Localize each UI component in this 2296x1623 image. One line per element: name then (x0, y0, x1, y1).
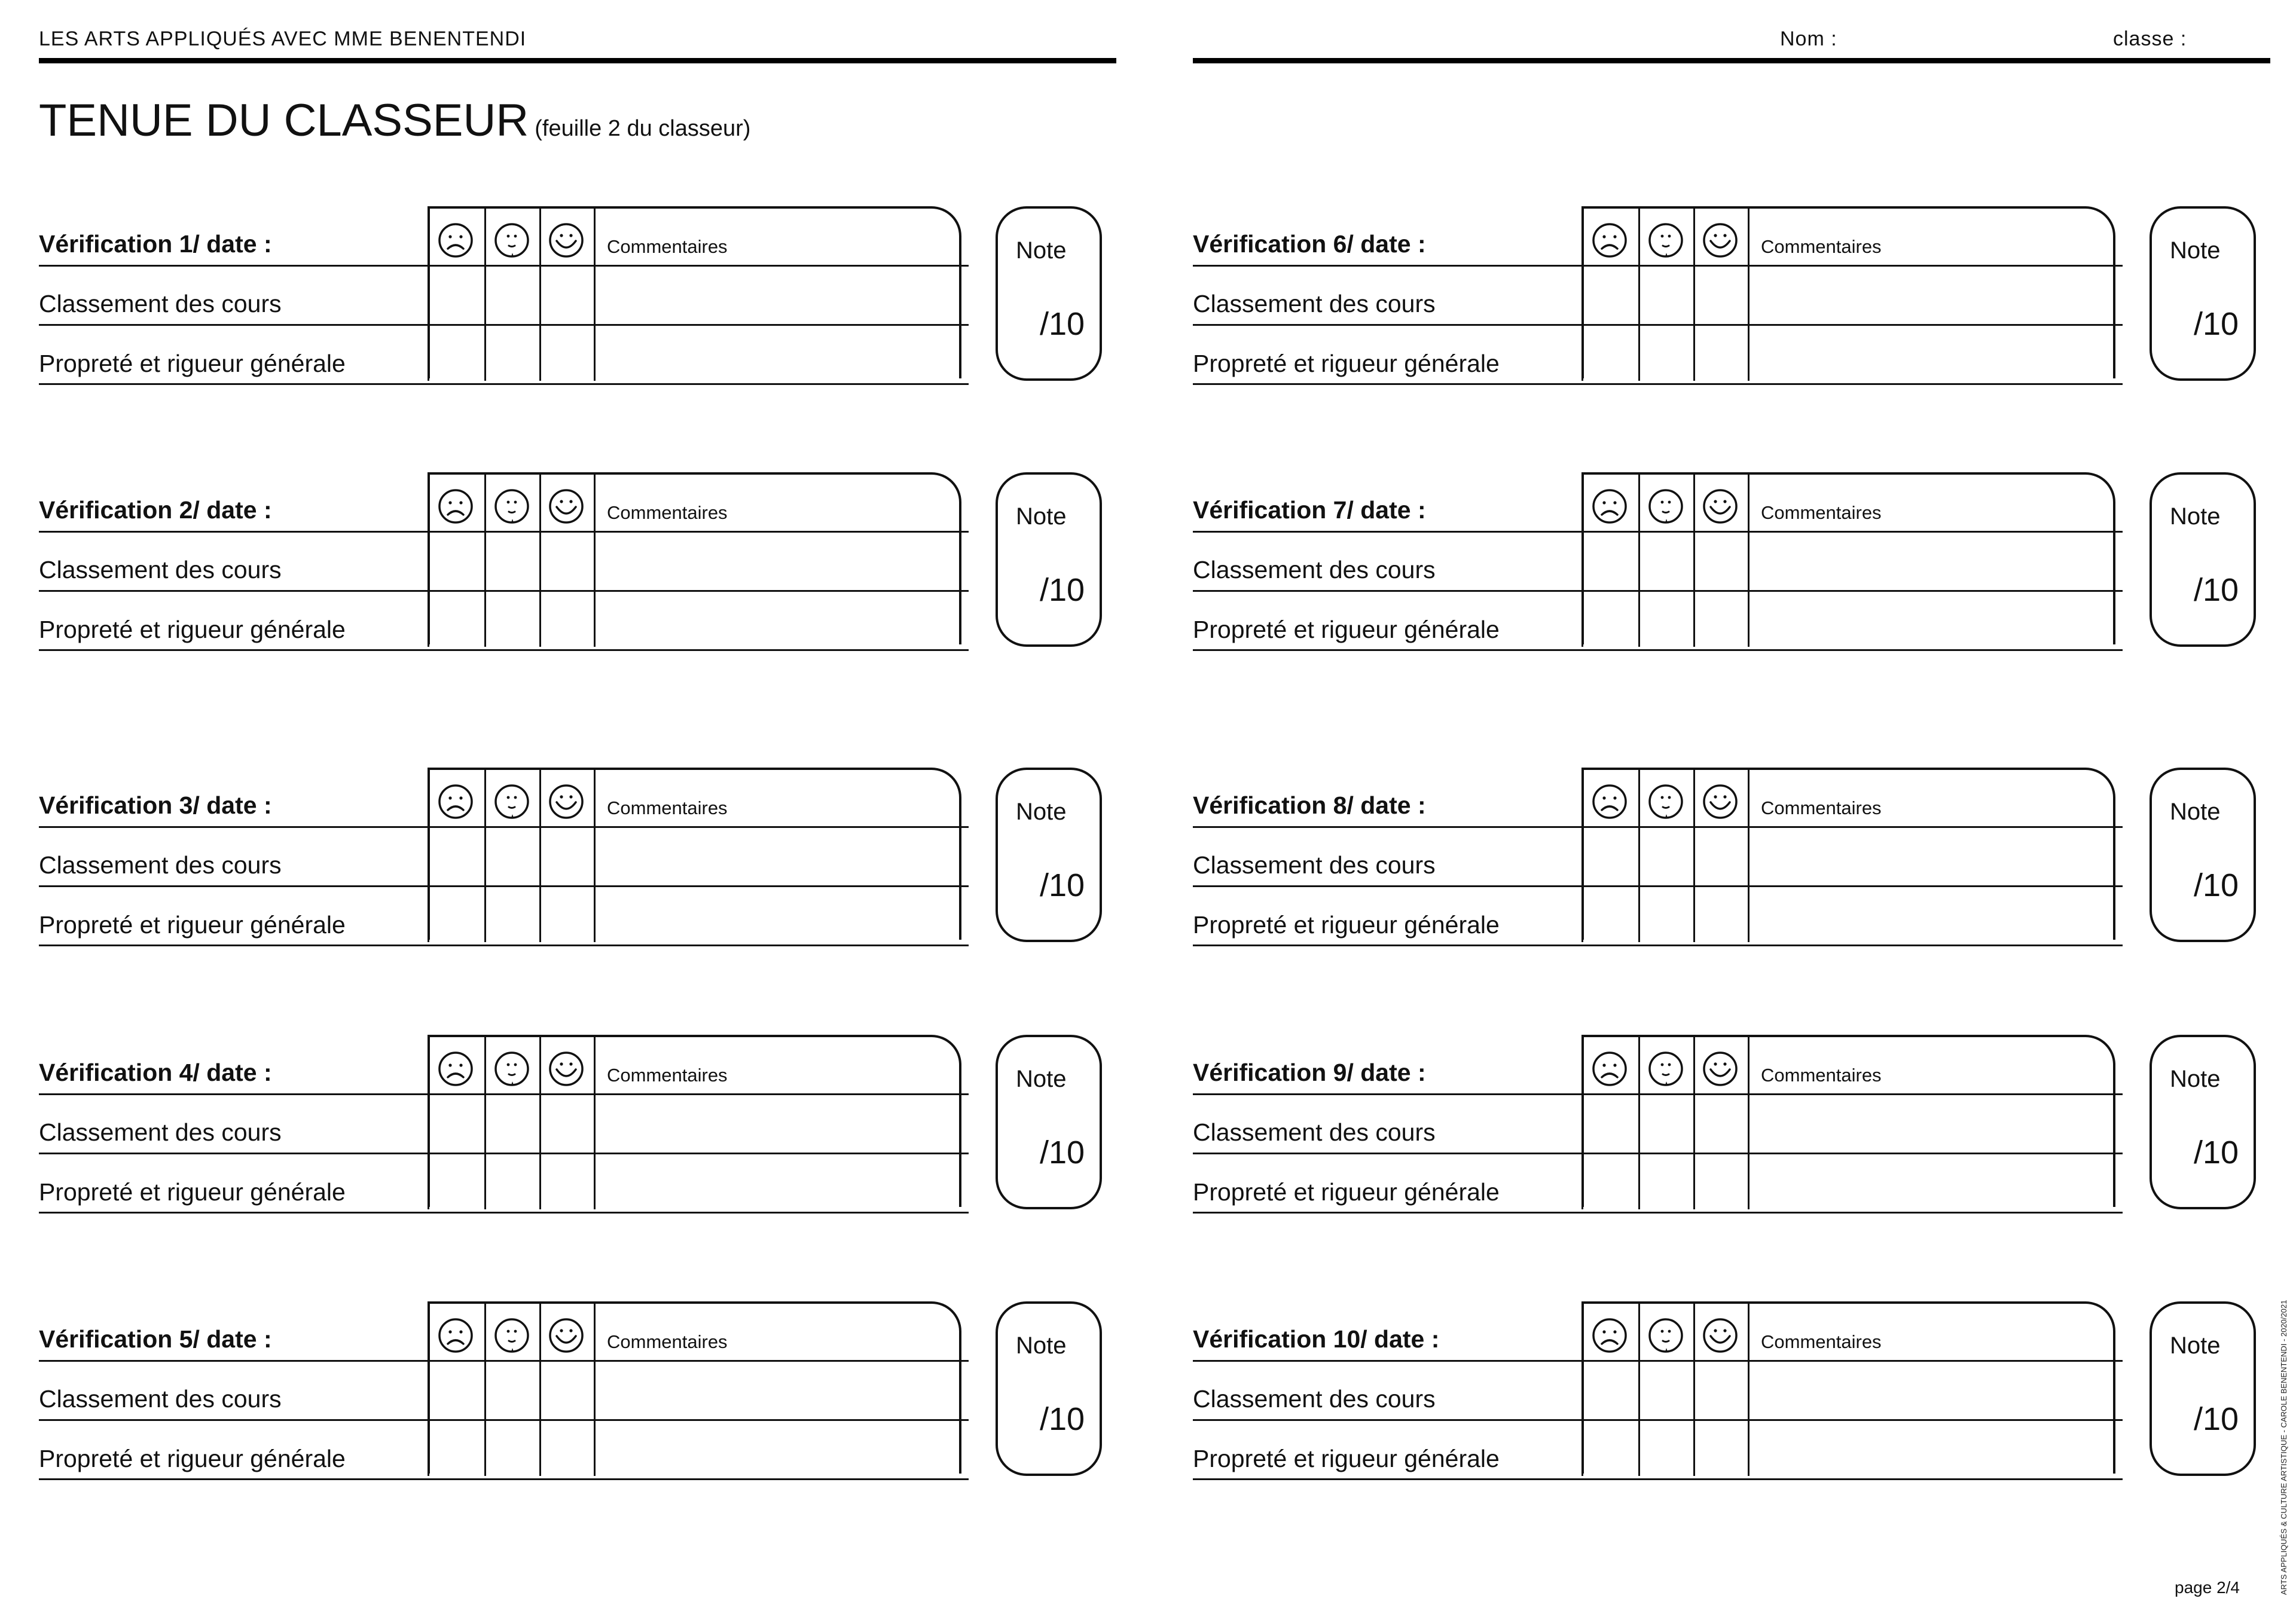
verification-block-1 (39, 206, 1142, 386)
row-label-classement: Classement des cours (39, 851, 282, 879)
verification-title: Vérification 2/ date : (39, 496, 272, 524)
verification-block-3 (39, 768, 1142, 947)
grid-column-divider (1748, 1301, 1750, 1476)
note-label: Note (1016, 237, 1067, 264)
verification-title: Vérification 6/ date : (1193, 230, 1426, 258)
grid-column-divider (594, 1035, 596, 1209)
note-box (996, 206, 1102, 381)
row-line (1193, 1153, 2123, 1154)
grid-column-divider (484, 206, 486, 381)
note-label: Note (2170, 503, 2221, 530)
grid-column-divider (1748, 1035, 1750, 1209)
grid-column-divider (428, 206, 429, 381)
note-score: /10 (2194, 867, 2239, 903)
row-label-classement: Classement des cours (39, 1118, 282, 1146)
row-label-proprete: Propreté et rigueur générale (39, 911, 346, 939)
sad-face-icon (437, 222, 474, 259)
row-line (39, 531, 969, 533)
grid-column-divider (1693, 1301, 1695, 1476)
note-score: /10 (2194, 1401, 2239, 1437)
happy-face-icon (548, 783, 585, 820)
happy-face-icon (548, 1050, 585, 1087)
row-label-classement: Classement des cours (1193, 290, 1436, 317)
row-label-proprete: Propreté et rigueur générale (39, 616, 346, 643)
sad-face-icon (1591, 1317, 1628, 1354)
row-label-classement: Classement des cours (1193, 556, 1436, 583)
classe-label: classe : (2113, 27, 2187, 50)
row-line (39, 1093, 969, 1095)
verification-title: Vérification 7/ date : (1193, 496, 1426, 524)
grid-column-divider (1748, 206, 1750, 381)
grid-column-divider (428, 1301, 429, 1476)
row-label-proprete: Propreté et rigueur générale (1193, 350, 1500, 377)
page-title-main: TENUE DU CLASSEUR (39, 95, 529, 146)
row-line (39, 1478, 969, 1480)
sad-face-icon (1591, 488, 1628, 525)
comment-header: Commentaires (1761, 1065, 1882, 1086)
page-title (39, 94, 750, 146)
row-label-classement: Classement des cours (39, 1385, 282, 1413)
verification-title: Vérification 1/ date : (39, 230, 272, 258)
row-line (39, 383, 969, 385)
row-label-proprete: Propreté et rigueur générale (1193, 616, 1500, 643)
header-rule-right (1193, 58, 2270, 63)
row-line (39, 649, 969, 651)
note-label: Note (1016, 503, 1067, 530)
grid-column-divider (1693, 1035, 1695, 1209)
row-line (39, 265, 969, 267)
row-line (1193, 590, 2123, 592)
neutral-face-icon (493, 222, 530, 259)
row-line (1193, 324, 2123, 326)
row-label-classement: Classement des cours (1193, 1385, 1436, 1413)
side-credit: ARTS APPLIQUÉS & CULTURE ARTISTIQUE - CAROLE BENENTENDI - 2020/2021 (2279, 1300, 2288, 1595)
row-line (1193, 885, 2123, 887)
grid-column-divider (594, 206, 596, 381)
row-label-classement: Classement des cours (1193, 1118, 1436, 1146)
row-line (1193, 1212, 2123, 1214)
neutral-face-icon (1647, 1050, 1684, 1087)
row-label-classement: Classement des cours (39, 290, 282, 317)
comment-header: Commentaires (607, 502, 728, 523)
comment-header: Commentaires (607, 1331, 728, 1352)
happy-face-icon (1702, 222, 1739, 259)
grid-column-divider (1748, 472, 1750, 647)
row-line (39, 1153, 969, 1154)
verification-block-6 (1193, 206, 2296, 386)
neutral-face-icon (1647, 783, 1684, 820)
grid-column-divider (428, 768, 429, 942)
row-line (1193, 1360, 2123, 1362)
happy-face-icon (548, 488, 585, 525)
row-line (1193, 1478, 2123, 1480)
grid-column-divider (594, 1301, 596, 1476)
note-label: Note (2170, 1066, 2221, 1092)
verification-title: Vérification 3/ date : (39, 791, 272, 819)
verification-block-10 (1193, 1301, 2296, 1481)
happy-face-icon (1702, 488, 1739, 525)
grid-column-divider (484, 472, 486, 647)
note-box (2150, 1301, 2256, 1476)
grid-column-divider (1638, 472, 1640, 647)
row-label-proprete: Propreté et rigueur générale (1193, 911, 1500, 939)
grid-column-divider (428, 1035, 429, 1209)
note-score: /10 (2194, 572, 2239, 608)
row-line (1193, 531, 2123, 533)
note-score: /10 (1040, 572, 1085, 608)
grid-column-divider (428, 472, 429, 647)
note-score: /10 (1040, 1401, 1085, 1437)
grid-column-divider (1581, 472, 1583, 647)
sad-face-icon (437, 488, 474, 525)
note-label: Note (2170, 237, 2221, 264)
page-number: page 2/4 (2175, 1578, 2240, 1597)
header-left-title: LES ARTS APPLIQUÉS AVEC MME BENENTENDI (39, 27, 527, 50)
grid-column-divider (1581, 206, 1583, 381)
row-line (39, 1419, 969, 1421)
grid-column-divider (1581, 1035, 1583, 1209)
row-line (39, 826, 969, 828)
header-rule-left (39, 58, 1116, 63)
row-line (39, 1360, 969, 1362)
verification-block-5 (39, 1301, 1142, 1481)
row-label-proprete: Propreté et rigueur générale (39, 1178, 346, 1206)
row-line (39, 945, 969, 946)
verification-block-2 (39, 472, 1142, 652)
row-line (1193, 826, 2123, 828)
neutral-face-icon (493, 1050, 530, 1087)
row-line (1193, 265, 2123, 267)
note-label: Note (2170, 799, 2221, 825)
grid-column-divider (539, 1301, 541, 1476)
comment-header: Commentaires (607, 236, 728, 257)
note-box (996, 1301, 1102, 1476)
grid-column-divider (1638, 1301, 1640, 1476)
note-score: /10 (1040, 867, 1085, 903)
grid-column-divider (594, 768, 596, 942)
grid-column-divider (484, 1301, 486, 1476)
happy-face-icon (548, 222, 585, 259)
grid-column-divider (539, 206, 541, 381)
verification-title: Vérification 4/ date : (39, 1059, 272, 1086)
neutral-face-icon (1647, 488, 1684, 525)
grid-column-divider (1693, 768, 1695, 942)
row-label-classement: Classement des cours (1193, 851, 1436, 879)
grid-column-divider (1638, 768, 1640, 942)
grid-column-divider (1581, 768, 1583, 942)
sad-face-icon (1591, 1050, 1628, 1087)
verification-title: Vérification 8/ date : (1193, 791, 1426, 819)
note-score: /10 (2194, 1135, 2239, 1170)
neutral-face-icon (493, 488, 530, 525)
sad-face-icon (1591, 783, 1628, 820)
verification-title: Vérification 10/ date : (1193, 1325, 1440, 1353)
verification-block-8 (1193, 768, 2296, 947)
row-line (1193, 1419, 2123, 1421)
verification-block-4 (39, 1035, 1142, 1214)
sad-face-icon (1591, 222, 1628, 259)
grid-column-divider (539, 768, 541, 942)
grid-column-divider (484, 1035, 486, 1209)
row-line (39, 1212, 969, 1214)
grid-column-divider (594, 472, 596, 647)
note-box (2150, 768, 2256, 942)
row-label-classement: Classement des cours (39, 556, 282, 583)
verification-block-9 (1193, 1035, 2296, 1214)
row-line (39, 590, 969, 592)
comment-header: Commentaires (1761, 797, 1882, 818)
neutral-face-icon (493, 783, 530, 820)
row-line (1193, 649, 2123, 651)
note-box (2150, 1035, 2256, 1209)
grid-column-divider (1693, 472, 1695, 647)
note-label: Note (2170, 1332, 2221, 1359)
neutral-face-icon (1647, 222, 1684, 259)
row-line (1193, 1093, 2123, 1095)
happy-face-icon (1702, 1317, 1739, 1354)
grid-column-divider (1748, 768, 1750, 942)
grid-column-divider (1638, 206, 1640, 381)
grid-column-divider (539, 472, 541, 647)
note-score: /10 (2194, 306, 2239, 342)
grid-column-divider (1581, 1301, 1583, 1476)
note-label: Note (1016, 1066, 1067, 1092)
grid-column-divider (539, 1035, 541, 1209)
grid-column-divider (1638, 1035, 1640, 1209)
note-box (2150, 472, 2256, 647)
note-box (996, 1035, 1102, 1209)
note-box (996, 472, 1102, 647)
row-label-proprete: Propreté et rigueur générale (39, 1445, 346, 1472)
happy-face-icon (548, 1317, 585, 1354)
sad-face-icon (437, 1317, 474, 1354)
sad-face-icon (437, 783, 474, 820)
row-label-proprete: Propreté et rigueur générale (39, 350, 346, 377)
note-box (2150, 206, 2256, 381)
verification-title: Vérification 5/ date : (39, 1325, 272, 1353)
comment-header: Commentaires (1761, 502, 1882, 523)
note-score: /10 (1040, 306, 1085, 342)
comment-header: Commentaires (1761, 236, 1882, 257)
verification-block-7 (1193, 472, 2296, 652)
note-label: Note (1016, 1332, 1067, 1359)
comment-header: Commentaires (607, 797, 728, 818)
page-title-sub: (feuille 2 du classeur) (535, 116, 751, 141)
row-label-proprete: Propreté et rigueur générale (1193, 1445, 1500, 1472)
happy-face-icon (1702, 1050, 1739, 1087)
note-score: /10 (1040, 1135, 1085, 1170)
comment-header: Commentaires (607, 1065, 728, 1086)
row-line (39, 324, 969, 326)
row-line (1193, 383, 2123, 385)
verification-title: Vérification 9/ date : (1193, 1059, 1426, 1086)
sad-face-icon (437, 1050, 474, 1087)
note-label: Note (1016, 799, 1067, 825)
grid-column-divider (1693, 206, 1695, 381)
note-box (996, 768, 1102, 942)
neutral-face-icon (493, 1317, 530, 1354)
row-label-proprete: Propreté et rigueur générale (1193, 1178, 1500, 1206)
row-line (39, 885, 969, 887)
neutral-face-icon (1647, 1317, 1684, 1354)
grid-column-divider (484, 768, 486, 942)
row-line (1193, 945, 2123, 946)
happy-face-icon (1702, 783, 1739, 820)
comment-header: Commentaires (1761, 1331, 1882, 1352)
nom-label: Nom : (1780, 27, 1837, 50)
